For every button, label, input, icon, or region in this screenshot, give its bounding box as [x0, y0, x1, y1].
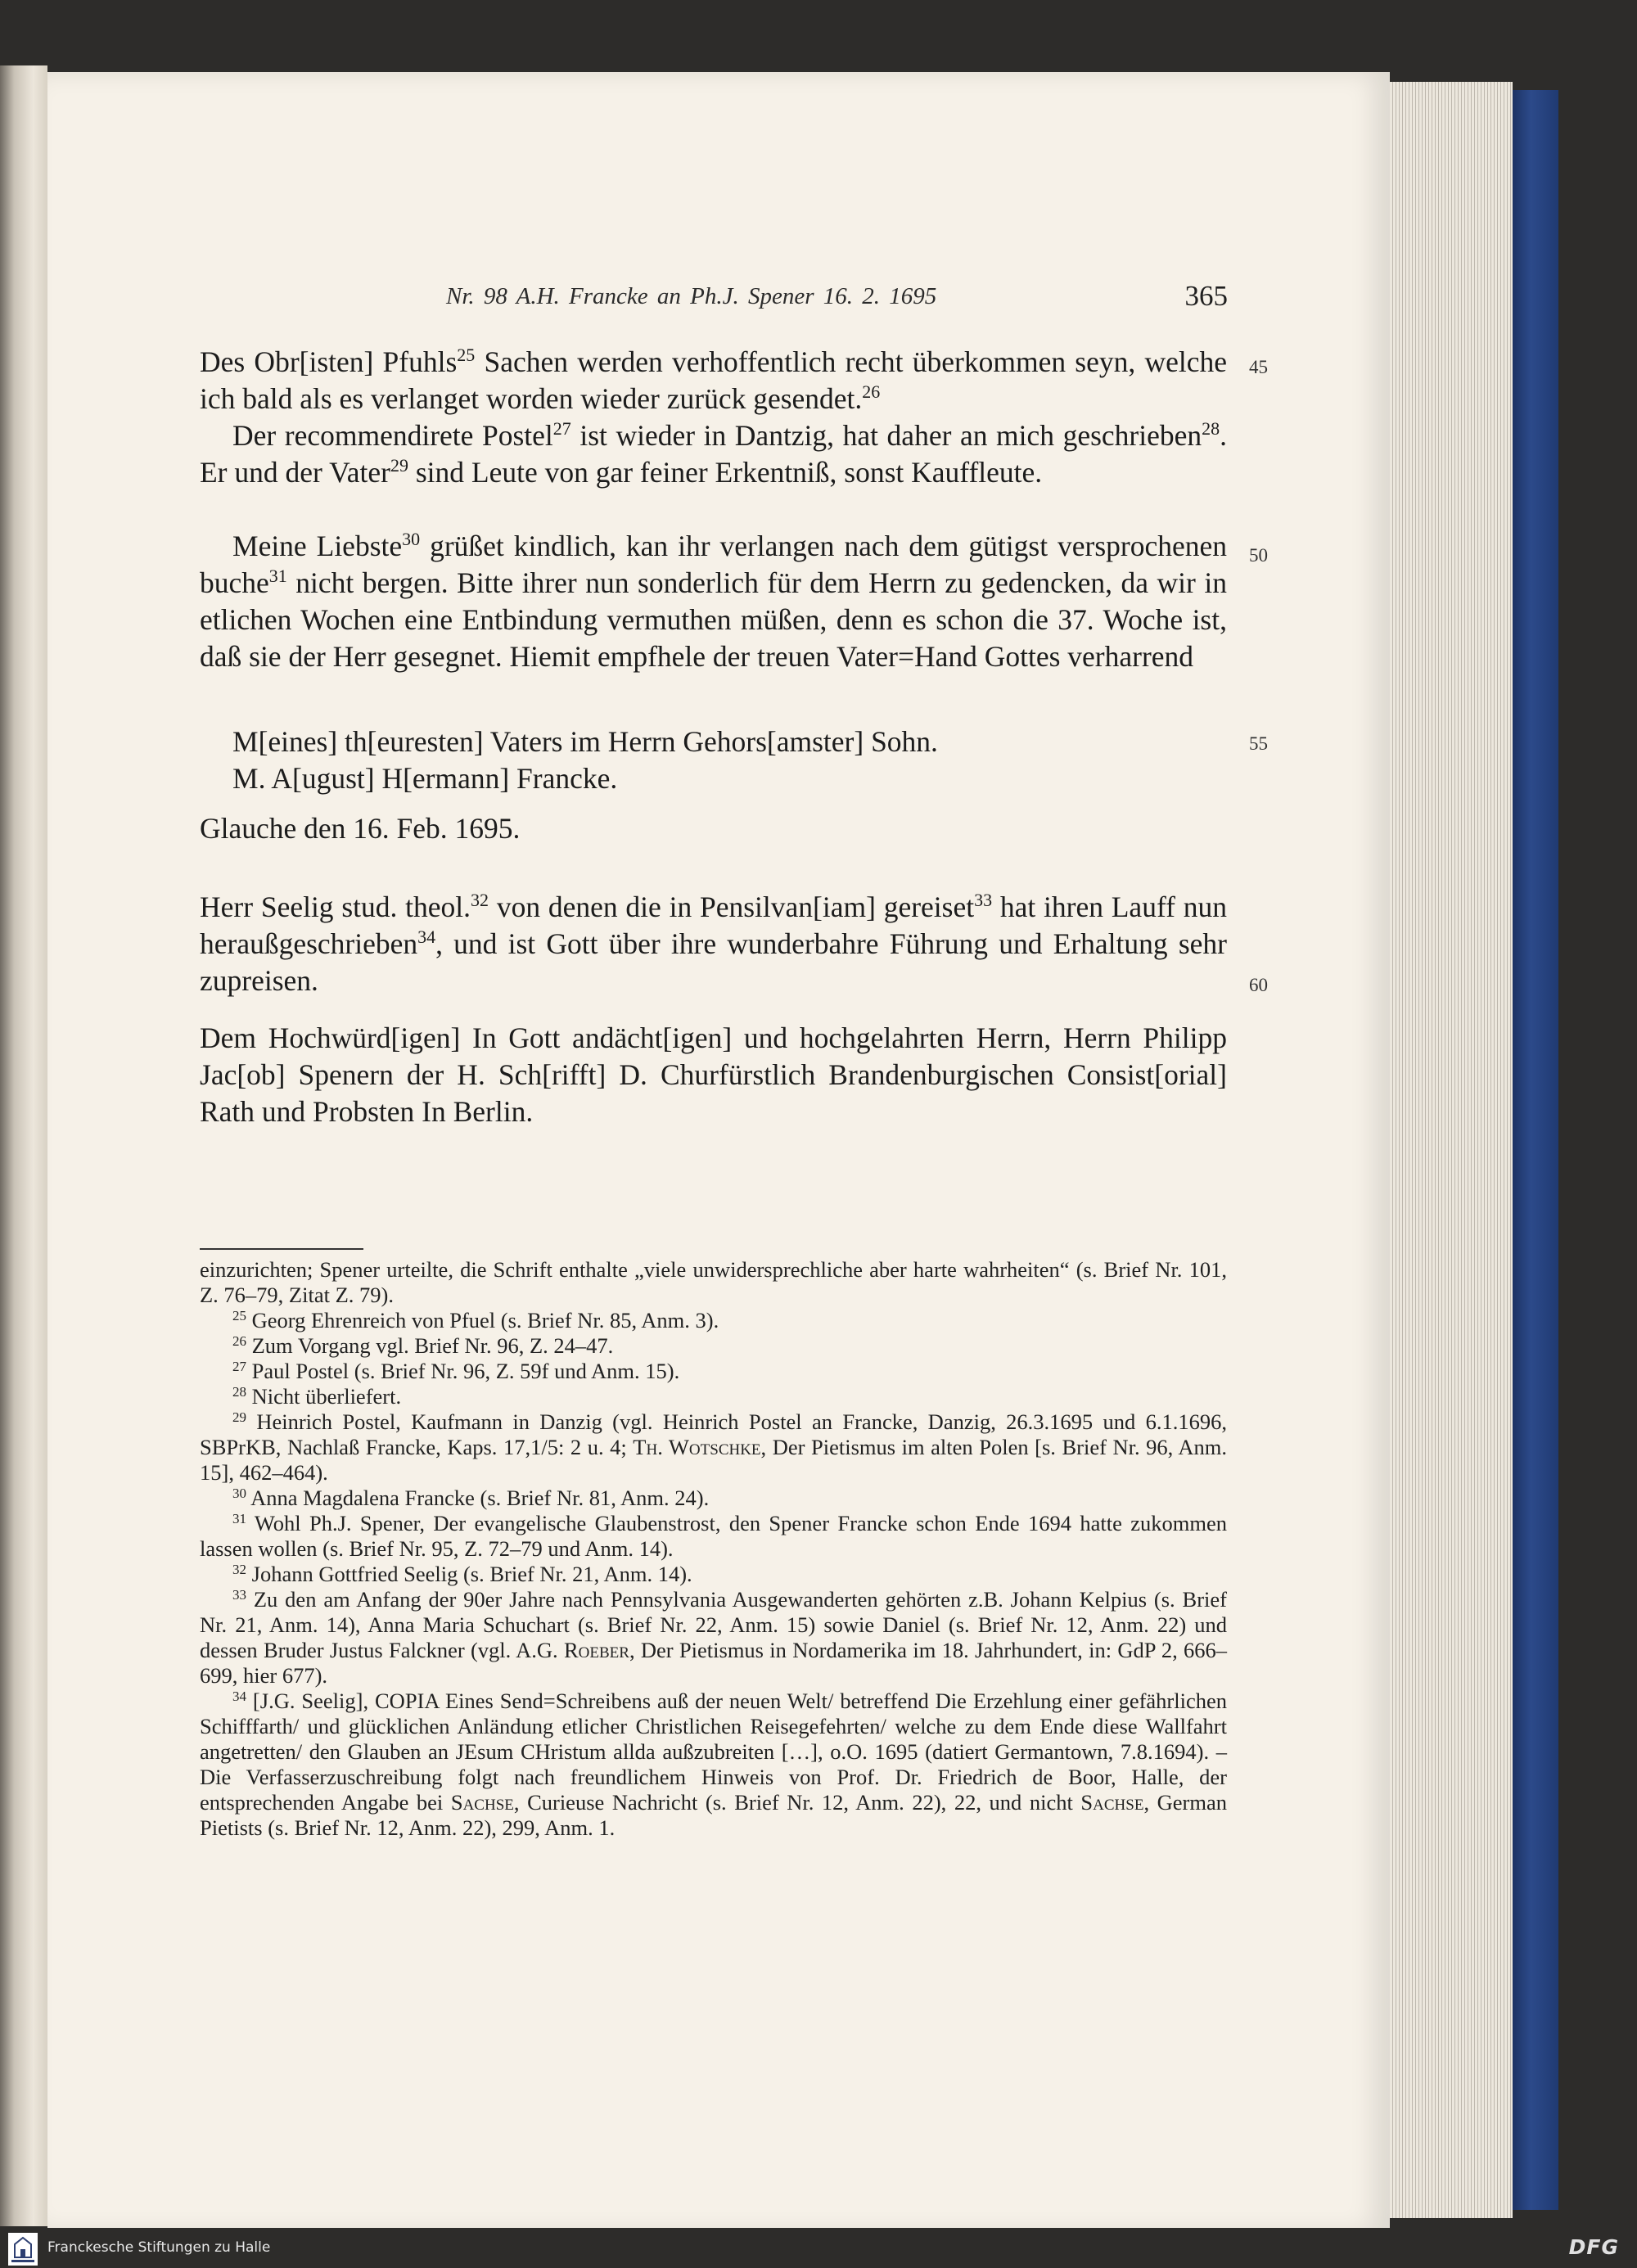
- left-page-edge: [0, 65, 47, 2226]
- footnote-31: $^{31}$ Wohl Ph.J. Spener, Der evangelische Glaubenstrost, den Spener Francke schon Ende 1694 hatte zukommen lassen wollen (s. Brief Nr. 95, Z. 72–79 und Anm. 14).: [200, 1511, 1227, 1561]
- footnotes: [200, 1257, 1227, 1841]
- line-number-60: 60: [1249, 975, 1268, 995]
- footnote-continuation: einzurichten; Spener urteilte, die Schrift enthalte „viele unwidersprechliche aber harte wahrheiten“ (s. Brief Nr. 101, Z. 76–79, Zitat Z. 79).: [200, 1257, 1227, 1307]
- address: Dem Hochwürd[igen] In Gott andächt[igen] und hochgelahrten Herrn, Herrn Philipp Jac[ob] Spenern der H. Sch[rifft] D. Churfürstlich Brandenburgischen Consist[orial] Rath und Probsten In Berlin.: [200, 1021, 1227, 1128]
- foundation-label: Franckesche Stiftungen zu Halle: [47, 2239, 271, 2256]
- book-page: [47, 72, 1390, 2233]
- footnote-33: $^{33}$ Zu den am Anfang der 90er Jahre nach Pennsylvania Ausgewanderten gehörten z.B. Johann Kelpius (s. Brief Nr. 21, Anm. 14), Anna Maria Schuchart (s. Brief Nr. 22, Anm. 15) sowie Daniel (s. Brief Nr. 12, Anm. 22) und dessen Bruder Justus Falckner (vgl. A.G. Roeber, Der Pietismus in Nordamerika im 18. Jahrhundert, in: GdP 2, 666–699, hier 677).: [200, 1587, 1228, 1688]
- paragraph-pfuhl: Des Obr[isten] Pfuhls$^{25}$ Sachen werden verhoffentlich recht überkommen seyn, welche ich bald als es verlanget worden wieder zurück gesendet.$^{26}$: [200, 345, 1227, 415]
- footnote-rule: [200, 1248, 363, 1250]
- footnote-28: $^{28}$ Nicht überliefert.: [232, 1384, 402, 1409]
- paragraph-seelig: Herr Seelig stud. theol.$^{32}$ von denen die in Pensilvan[iam] gereiset$^{33}$ hat ihren Lauff nun heraußgeschrieben$^{34}$, und ist Gott über ihre wunderbahre Führung und Erhaltung sehr zupreisen.: [200, 890, 1227, 997]
- line-number-55: 55: [1249, 733, 1268, 754]
- page-block-edge: [1390, 82, 1513, 2218]
- footnote-29: $^{29}$ Heinrich Postel, Kaufmann in Danzig (vgl. Heinrich Postel an Francke, Danzig, 26.3.1695 und 6.1.1696, SBPrKB, Nachlaß Francke, Kaps. 17,1/5: 2 u. 4; Th. Wotschke, Der Pietismus im alten Polen [s. Brief Nr. 96, Anm. 15], 462–464).: [200, 1409, 1227, 1485]
- paragraph-postel: Der recommendirete Postel$^{27}$ ist wieder in Dantzig, hat daher an mich geschrieben$^{28}$. Er und der Vater$^{29}$ sind Leute von gar feiner Erkentniß, sonst Kauffleute.: [200, 418, 1227, 489]
- footnote-32: $^{32}$ Johann Gottfried Seelig (s. Brief Nr. 21, Anm. 14).: [232, 1562, 692, 1586]
- date-line: Glauche den 16. Feb. 1695.: [200, 812, 521, 845]
- paragraph-liebste: Meine Liebste$^{30}$ grüßet kindlich, kan ihr verlangen nach dem gütigst versprochenen buche$^{31}$ nicht bergen. Bitte ihrer nun sonderlich für dem Herrn zu gedencken, da wir in etlichen Wochen eine Entbindung vermuthen müßen, denn es schon die 37. Woche ist, daß sie der Herr gesegnet. Hiemit empfhele der treuen Vater=Hand Gottes verharrend: [200, 529, 1227, 673]
- footnote-25: $^{25}$ Georg Ehrenreich von Pfuel (s. Brief Nr. 85, Anm. 3).: [232, 1308, 719, 1332]
- line-number-50: 50: [1249, 545, 1268, 566]
- running-head-title: Nr. 98 A.H. Francke an Ph.J. Spener 16. 2. 1695: [446, 283, 937, 309]
- signature-name: M. A[ugust] H[ermann] Francke.: [232, 762, 618, 795]
- foundation-logo-icon: [8, 2233, 38, 2266]
- footnote-27: $^{27}$ Paul Postel (s. Brief Nr. 96, Z. 59f und Anm. 15).: [232, 1359, 680, 1383]
- line-number-45: 45: [1249, 357, 1268, 377]
- book-binding: [1513, 90, 1558, 2210]
- dfg-logo: DFG: [1568, 2235, 1619, 2259]
- footnote-26: $^{26}$ Zum Vorgang vgl. Brief Nr. 96, Z. 24–47.: [232, 1333, 614, 1358]
- page-number: 365: [1184, 280, 1228, 312]
- signature-formula: M[eines] th[euresten] Vaters im Herrn Gehors[amster] Sohn.: [232, 725, 938, 758]
- footnote-30: $^{30}$ Anna Magdalena Francke (s. Brief Nr. 81, Anm. 24).: [232, 1486, 710, 1510]
- running-head: [293, 280, 1228, 316]
- footnote-34: $^{34}$ [J.G. Seelig], COPIA Eines Send=Schreibens auß der neuen Welt/ betreffend Die Erzehlung einer gefährlichen Schifffarth/ und glücklichen Anländung etlicher Christlichen Reisegefehrten/ welche zu dem Ende diese Wallfahrt angetretten/ den Glauben an JEsum CHristum allda außzubreiten […], o.O. 1695 (datiert Germantown, 7.8.1694). – Die Verfasserzuschreibung folgt nach freundlichem Hinweis von Prof. Dr. Friedrich de Boor, Halle, der entsprechenden Angabe bei Sachse, Curieuse Nachricht (s. Brief Nr. 12, Anm. 22), 22, und nicht Sachse, German Pietists (s. Brief Nr. 12, Anm. 22), 299, Anm. 1.: [200, 1689, 1227, 1840]
